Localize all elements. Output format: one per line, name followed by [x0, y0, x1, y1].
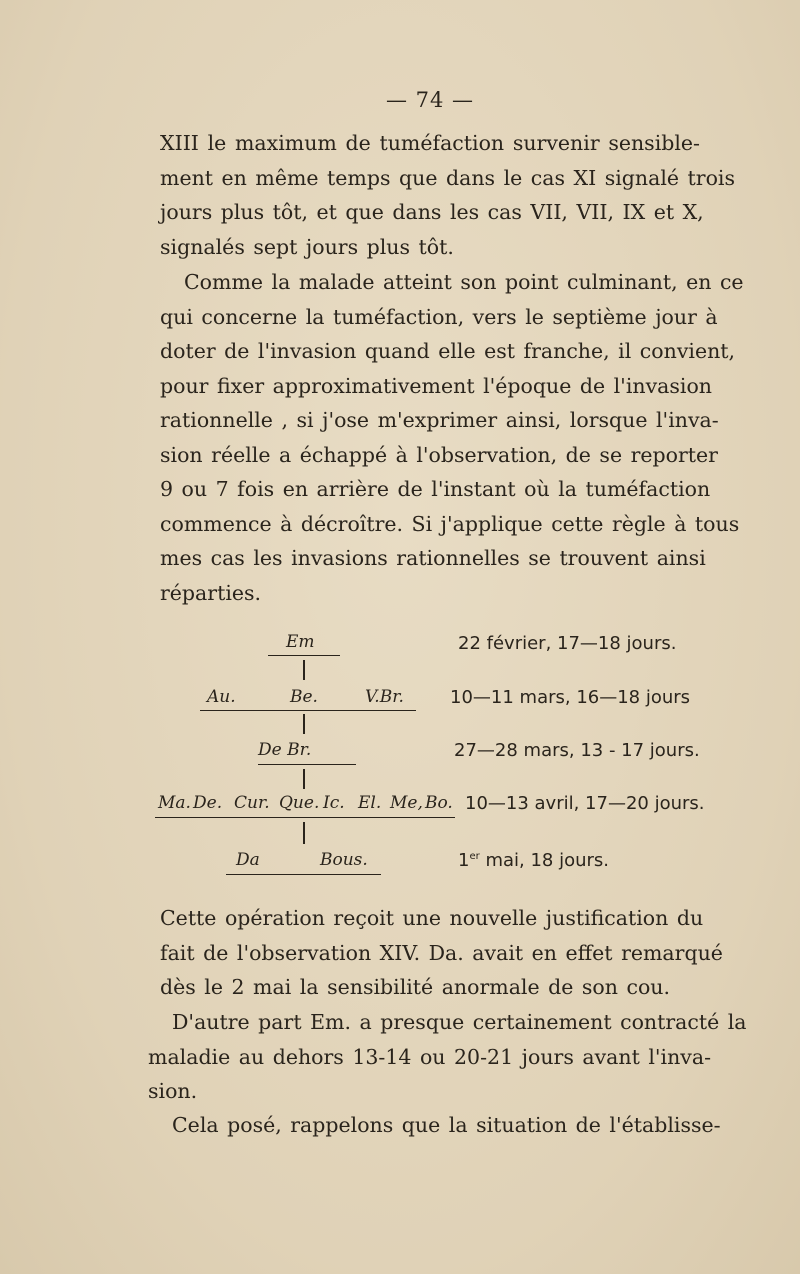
page-number: — 74 —	[385, 88, 475, 112]
text-line: 9 ou 7 fois en arrière de l'instant où la tuméfaction	[160, 477, 711, 501]
text-line: Cela posé, rappelons que la situation de l'établisse-	[172, 1113, 721, 1137]
row-date	[458, 850, 609, 871]
text-line: Cette opération reçoit une nouvelle justification du	[160, 906, 704, 930]
text-line: Comme la malade atteint son point culminant, en ce	[184, 270, 744, 294]
paragraph-4	[148, 1005, 747, 1109]
row-date: 27—28 mars, 13 - 17 jours.	[454, 740, 700, 761]
patient-name: Ic.	[323, 793, 345, 813]
text-line: fait de l'observation XIV. Da. avait en effet remarqué	[160, 940, 723, 965]
text-line: dès le 2 mai la sensibilité anormale de son cou.	[160, 975, 671, 999]
text-line: pour fixer approximativement l'époque de l'invasion	[160, 373, 712, 398]
text-line: sion.	[148, 1079, 198, 1103]
patient-name: Ma.	[158, 793, 191, 813]
date-text: mai, 18 jours.	[485, 850, 610, 871]
underline	[155, 817, 455, 818]
patient-name: Em	[286, 632, 315, 652]
connector-line	[303, 769, 305, 789]
text-line: qui concerne la tuméfaction, vers le septième jour à	[160, 304, 718, 329]
text-line: commence à décroître. Si j'applique cette règle à tous	[160, 511, 740, 536]
text-line: signalés sept jours plus tôt.	[160, 234, 454, 259]
text-line: XIII le maximum de tuméfaction survenir sensible-	[160, 131, 700, 155]
patient-name: Que.	[279, 793, 320, 813]
text-line: doter de l'invasion quand elle est franche, il convient,	[160, 339, 736, 363]
connector-line	[303, 660, 305, 680]
underline	[200, 710, 416, 711]
text-line: rationnelle , si j'ose m'exprimer ainsi, lorsque l'inva-	[160, 408, 719, 432]
text-line: maladie au dehors 13-14 ou 20-21 jours avant l'inva-	[148, 1044, 712, 1069]
underline	[268, 655, 340, 656]
row-date: 10—13 avril, 17—20 jours.	[465, 793, 705, 814]
row-date: 10—11 mars, 16—18 jours	[450, 687, 691, 708]
paragraph-5	[148, 1108, 721, 1143]
underline	[258, 764, 356, 765]
patient-name: De Br.	[258, 740, 312, 760]
patient-name: Be.	[290, 687, 318, 707]
underline	[226, 874, 381, 875]
patient-name: V.Br.	[365, 687, 404, 707]
paragraph-3	[160, 901, 723, 1005]
patient-name: Au.	[207, 687, 236, 707]
date-day: 1	[458, 850, 470, 871]
patient-name: Bo.	[425, 793, 453, 813]
text-line: D'autre part Em. a presque certainement contracté la	[172, 1010, 747, 1034]
ordinal-superscript: er	[469, 851, 480, 862]
connector-line	[303, 714, 305, 734]
text-line: sion réelle a échappé à l'observation, de se reporter	[160, 442, 718, 467]
row-date: 22 février, 17—18 jours.	[458, 633, 677, 654]
patient-name: Bous.	[320, 850, 368, 870]
text-line: réparties.	[160, 580, 262, 605]
connector-line	[303, 822, 305, 844]
text-line: mes cas les invasions rationnelles se trouvent ainsi	[160, 546, 706, 570]
patient-name: El.	[358, 793, 382, 813]
patient-name: Da	[236, 850, 260, 870]
text-line: jours plus tôt, et que dans les cas VII, VII, IX et X,	[160, 200, 704, 224]
text-line: ment en même temps que dans le cas XI signalé trois	[160, 165, 736, 190]
patient-name: Cur.	[234, 793, 270, 813]
patient-name: Me,	[390, 793, 423, 813]
patient-name: De.	[193, 793, 223, 813]
